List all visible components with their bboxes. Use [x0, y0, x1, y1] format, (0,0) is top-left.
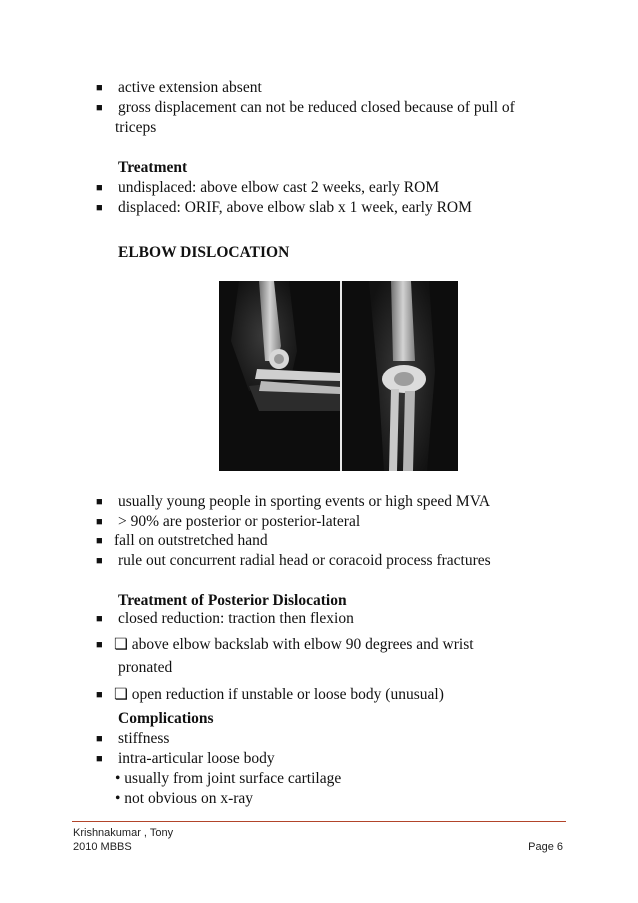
posterior-item: closed reduction: traction then flexion — [118, 610, 354, 627]
dislocation-item: rule out concurrent radial head or coracoid process fractures — [118, 552, 491, 569]
bullet-icon: ■ — [96, 733, 103, 745]
complication-item: intra-articular loose body — [118, 750, 275, 767]
bullet-text: gross displacement can not be reduced closed because of pull of — [118, 99, 515, 116]
posterior-heading: Treatment of Posterior Dislocation — [118, 592, 347, 609]
elbow-xray-image — [219, 281, 458, 471]
bullet-icon: ■ — [96, 535, 103, 547]
posterior-item: ❏ open reduction if unstable or loose body (unusual) — [114, 686, 444, 703]
footer-author: Krishnakumar , Tony — [73, 827, 174, 839]
complications-heading: Complications — [118, 710, 214, 727]
posterior-item-continuation: pronated — [118, 659, 173, 676]
posterior-item: ❏ above elbow backslab with elbow 90 degrees and wrist — [114, 636, 474, 653]
bullet-icon: ■ — [96, 555, 103, 567]
bullet-icon: ■ — [96, 496, 103, 508]
footer-divider — [72, 821, 566, 822]
complication-subitem: • usually from joint surface cartilage — [115, 770, 342, 787]
treatment-item: displaced: ORIF, above elbow slab x 1 week, early ROM — [118, 199, 472, 216]
complication-subitem: • not obvious on x-ray — [115, 790, 254, 807]
footer-page-number: Page 6 — [528, 841, 563, 853]
dislocation-item: fall on outstretched hand — [114, 532, 268, 549]
treatment-item: undisplaced: above elbow cast 2 weeks, early ROM — [118, 179, 440, 196]
bullet-text-continuation: triceps — [115, 119, 157, 136]
bullet-icon: ■ — [96, 516, 103, 528]
treatment-heading: Treatment — [118, 159, 188, 176]
bullet-text: active extension absent — [118, 79, 262, 96]
bullet-icon: ■ — [96, 753, 103, 765]
footer-course: 2010 MBBS — [73, 841, 132, 853]
bullet-icon: ■ — [96, 202, 103, 214]
section-heading: ELBOW DISLOCATION — [118, 244, 290, 261]
dislocation-item: > 90% are posterior or posterior-lateral — [118, 513, 361, 530]
bullet-icon: ■ — [96, 639, 103, 651]
dislocation-item: usually young people in sporting events or high speed MVA — [118, 493, 491, 510]
bullet-icon: ■ — [96, 689, 103, 701]
bullet-icon: ■ — [96, 102, 103, 114]
complication-item: stiffness — [118, 730, 170, 747]
bullet-icon: ■ — [96, 613, 103, 625]
xray-drawing — [219, 281, 458, 471]
bullet-icon: ■ — [96, 82, 103, 94]
bullet-icon: ■ — [96, 182, 103, 194]
